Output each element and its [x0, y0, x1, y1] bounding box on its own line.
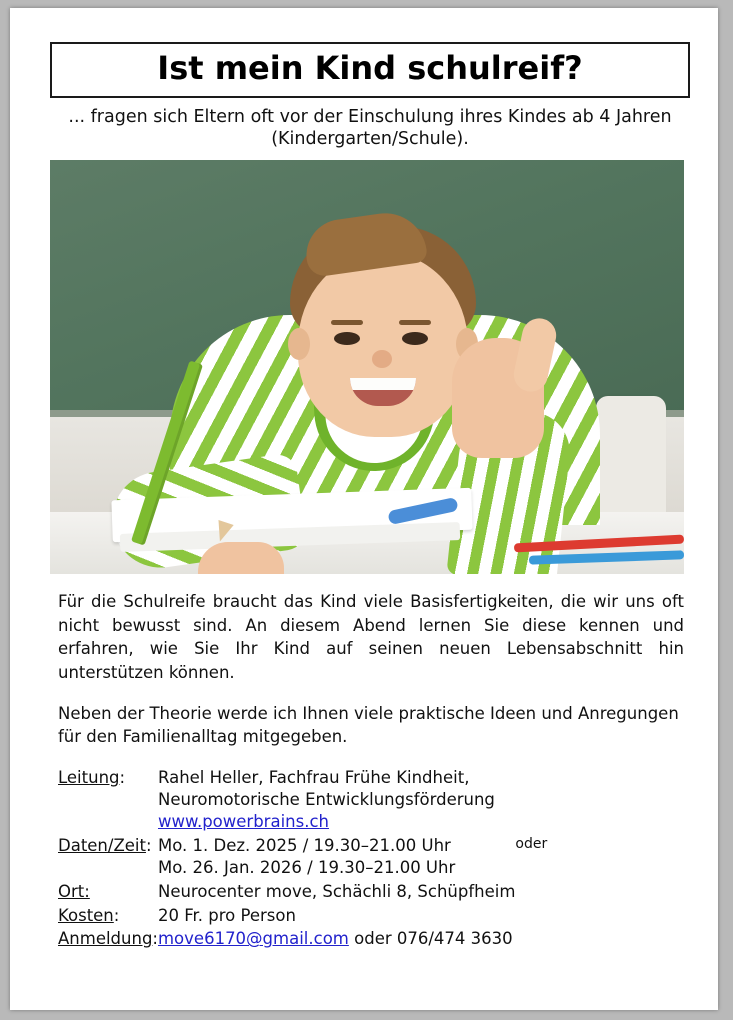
- leitung-spacer-cell: [515, 767, 547, 835]
- anmeldung-label-cell: [58, 928, 158, 952]
- page-title: Ist mein Kind schulreif?: [157, 49, 583, 87]
- leitung-value-cell: [158, 767, 515, 835]
- leitung-label: Leitung: [58, 767, 120, 787]
- ort-label-cell: [58, 881, 158, 905]
- leitung-colon: :: [119, 767, 126, 787]
- title-box: [50, 42, 690, 98]
- table-row-anmeldung: [58, 928, 547, 952]
- ort-label: Ort:: [58, 881, 90, 901]
- anmeldung-value-cell: [158, 928, 515, 952]
- kosten-spacer-cell: [515, 905, 547, 929]
- kosten-label-cell: [58, 905, 158, 929]
- daten-line-1: Mo. 1. Dez. 2025 / 19.30–21.00 Uhr: [157, 835, 451, 855]
- paragraph-one: Für die Schulreife braucht das Kind viele Basisfertigkeiten, die wir uns oft nicht bewusst sind. An diesem Abend lernen Sie diese kennen und erfahren, wie Sie Ihr Kind auf seinen neuen Lebensabschnitt hin unterstützen können.: [58, 592, 684, 682]
- boy-at-desk-thumbs-up-photo: [50, 160, 684, 574]
- leitung-line-1: Rahel Heller, Fachfrau Frühe Kindheit,: [157, 767, 470, 787]
- teeth-shape: [350, 378, 416, 390]
- leitung-label-cell: [58, 767, 158, 835]
- anmeldung-phone-text: oder 076/474 3630: [348, 929, 513, 949]
- table-row-leitung: [58, 767, 547, 835]
- right-eyebrow-shape: [399, 320, 431, 325]
- anmeldung-email-link[interactable]: move6170@gmail.com: [157, 929, 349, 949]
- daten-value-cell: [158, 835, 515, 881]
- table-row-ort: [58, 881, 547, 905]
- anmeldung-colon: :: [152, 929, 158, 949]
- details-table: [58, 767, 547, 953]
- anmeldung-label: Anmeldung: [58, 929, 153, 949]
- anmeldung-spacer-cell: [515, 928, 547, 952]
- ort-spacer-cell: [515, 881, 547, 905]
- daten-label-cell: [58, 835, 158, 881]
- head-shape: [298, 252, 468, 437]
- left-hand-shape: [198, 542, 284, 574]
- table-row-daten: [58, 835, 547, 881]
- subtitle-text: ... fragen sich Eltern oft vor der Einschulung ihres Kindes ab 4 Jahren (Kindergarten/Schule).: [68, 106, 672, 149]
- table-row-kosten: [58, 905, 547, 929]
- left-eyebrow-shape: [331, 320, 363, 325]
- ort-value-cell: Neurocenter move, Schächli 8, Schüpfheim: [157, 881, 516, 901]
- flyer-page: [10, 8, 718, 1010]
- daten-label: Daten/Zeit: [58, 835, 146, 855]
- kosten-label: Kosten: [58, 905, 114, 925]
- daten-colon: :: [145, 835, 152, 855]
- leitung-line-2: Neuromotorische Entwicklungsförderung: [157, 789, 495, 809]
- daten-oder-note: oder: [515, 835, 548, 852]
- kosten-value-cell: 20 Fr. pro Person: [157, 905, 296, 925]
- chair-shape: [596, 396, 666, 516]
- flyer-content: [50, 42, 690, 952]
- daten-line-2: Mo. 26. Jan. 2026 / 19.30–21.00 Uhr: [157, 857, 456, 877]
- powerbrains-website-link[interactable]: www.powerbrains.ch: [157, 811, 329, 831]
- kosten-colon: :: [113, 905, 120, 925]
- paragraph-two: Neben der Theorie werde ich Ihnen viele praktische Ideen und Anregungen für den Familienalltag mitgegeben.: [58, 704, 679, 747]
